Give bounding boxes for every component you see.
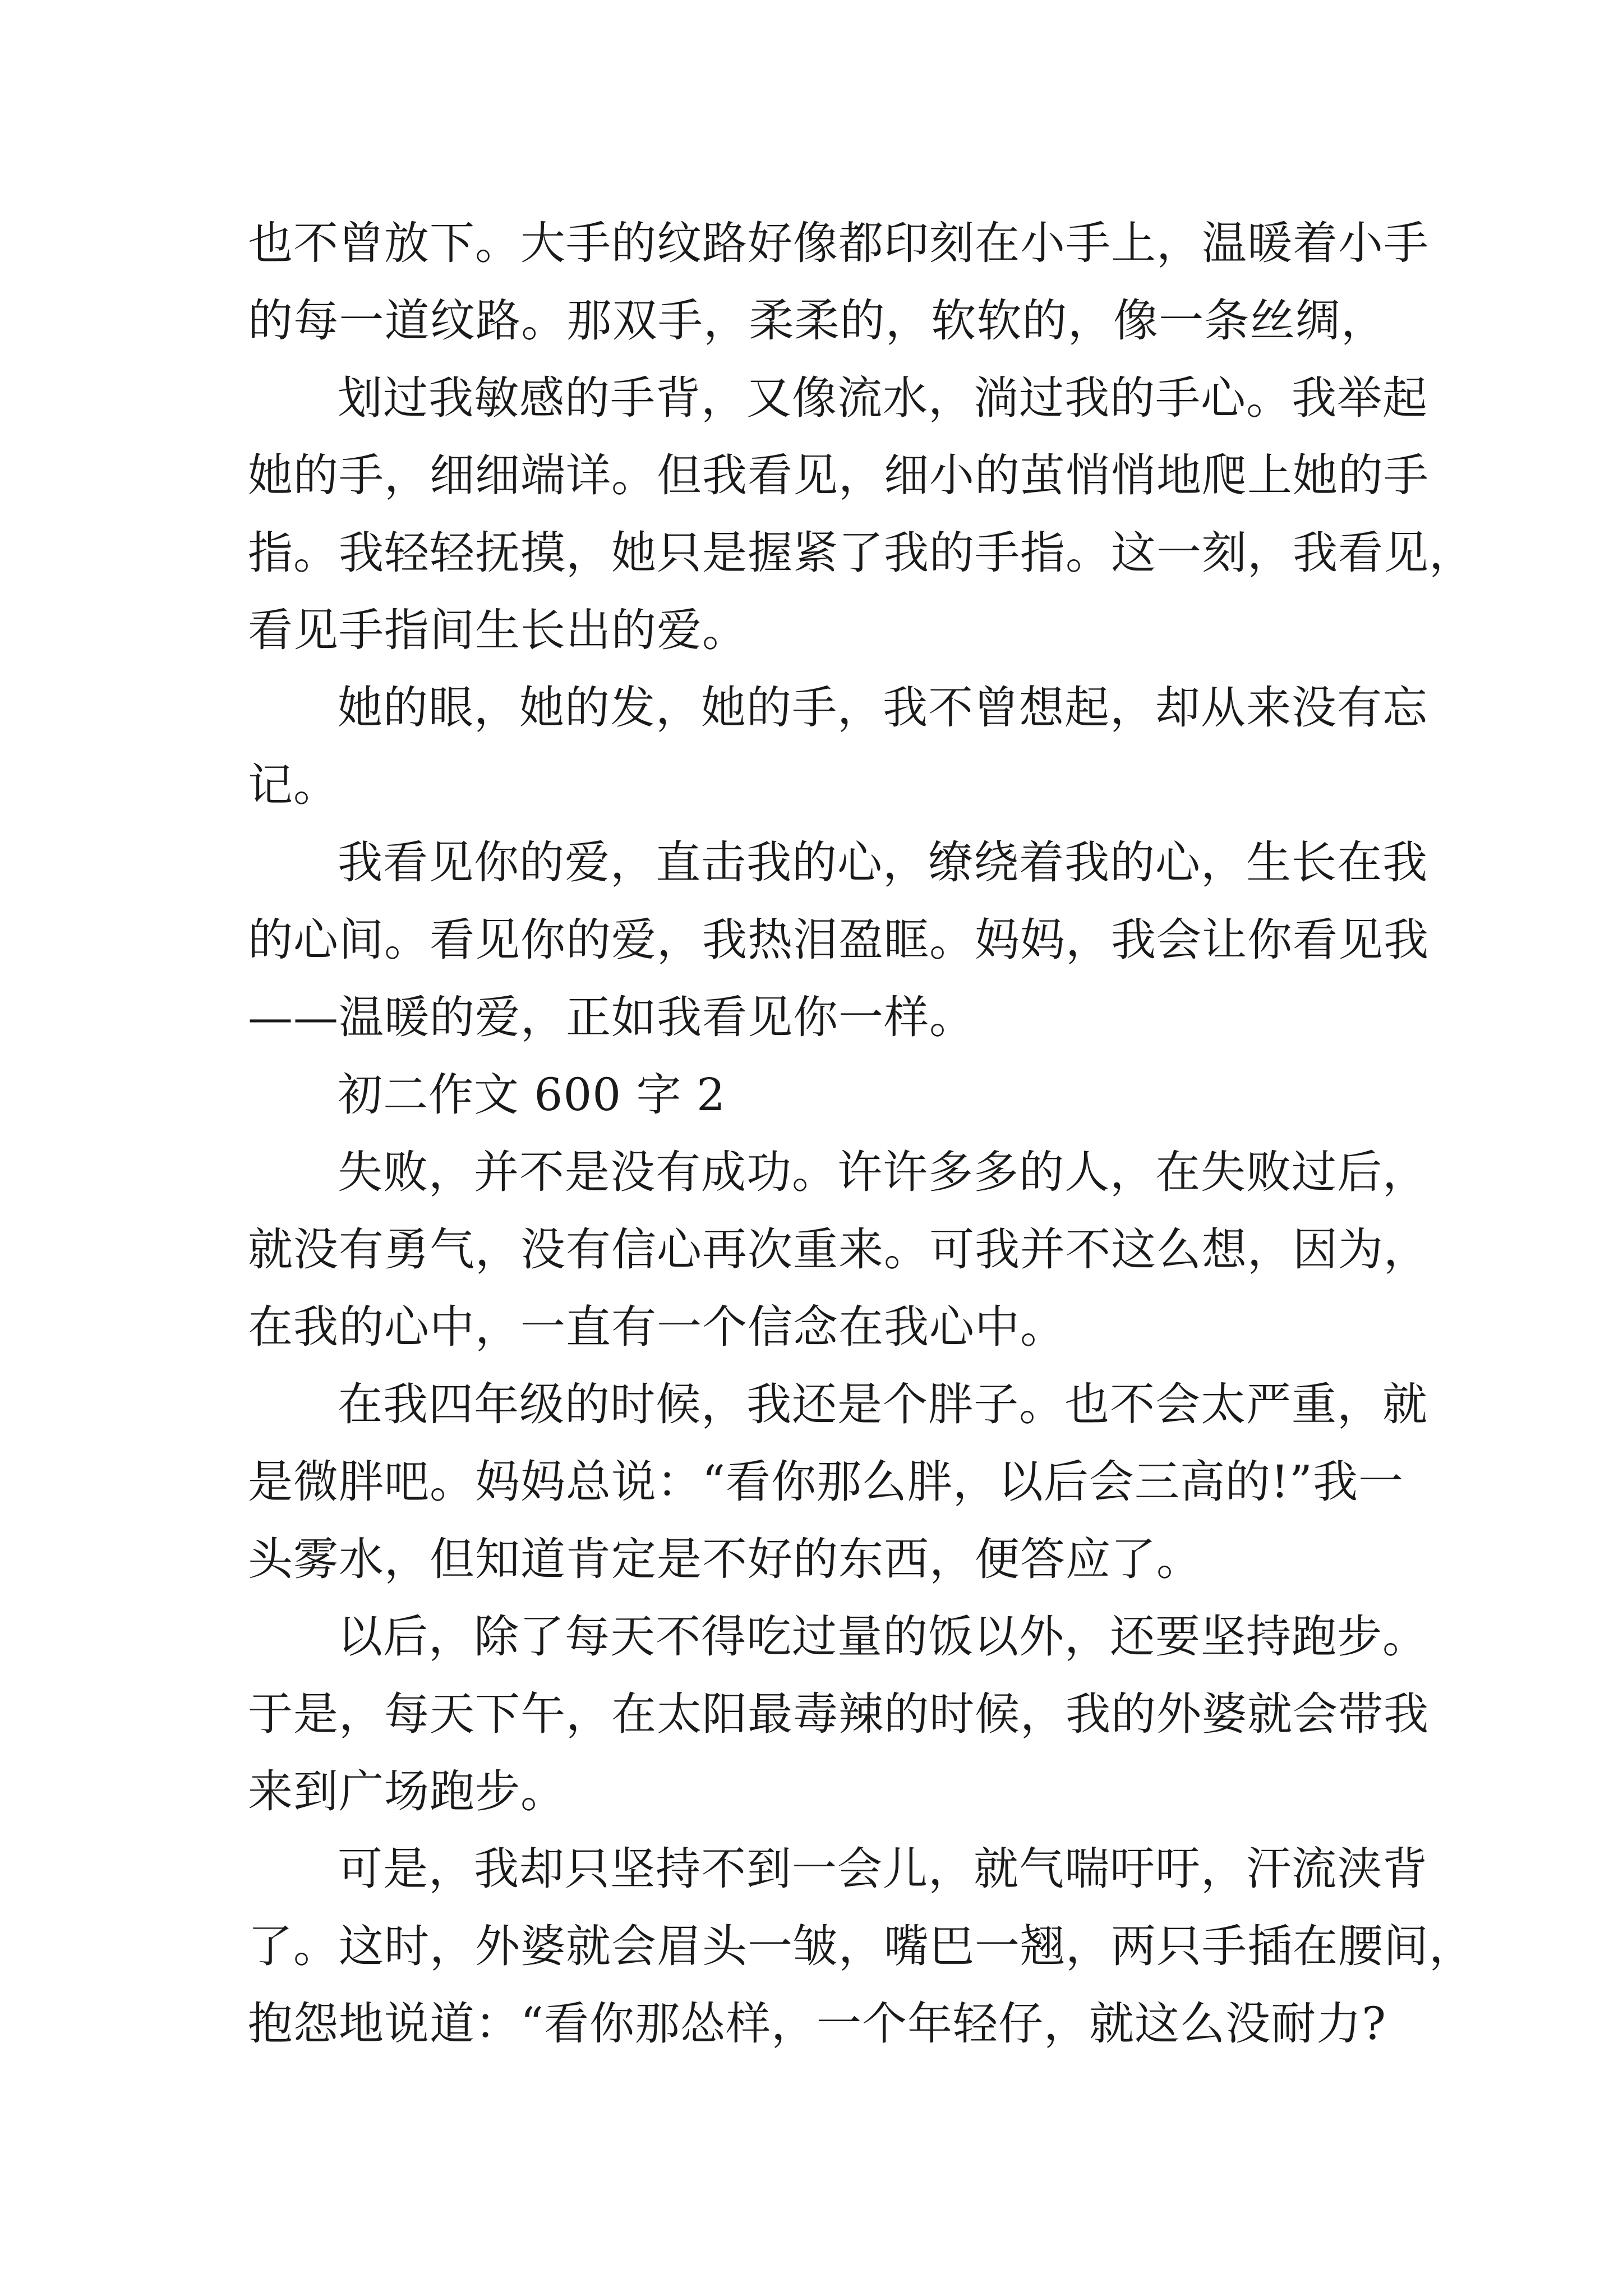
text-line: 来到广场跑步。 (248, 1765, 566, 1818)
text-line: 指。我轻轻抚摸，她只是握紧了我的手指。这一刻，我看见， (248, 527, 1474, 579)
text-line: 的心间。看见你的爱，我热泪盈眶。妈妈，我会让你看见我 (248, 914, 1429, 966)
text-line: 了。这时，外婆就会眉头一皱，嘴巴一翘，两只手插在腰间， (248, 1920, 1474, 1972)
text-line: 她的手，细细端详。但我看见，细小的茧悄悄地爬上她的手 (248, 449, 1429, 501)
text-line: 于是，每天下午，在太阳最毒辣的时候，我的外婆就会带我 (248, 1688, 1429, 1740)
text-line: 失败，并不是没有成功。许许多多的人，在失败过后， (338, 1146, 1428, 1198)
section-heading: 初二作文 600 字 2 (338, 1069, 726, 1121)
text-line: 就没有勇气，没有信心再次重来。可我并不这么想，因为， (248, 1223, 1429, 1276)
text-line: 也不曾放下。大手的纹路好像都印刻在小手上，温暖着小手 (248, 217, 1429, 269)
text-line: 划过我敏感的手背，又像流水，淌过我的手心。我举起 (338, 372, 1428, 424)
text-line: 头雾水，但知道肯定是不好的东西，便答应了。 (248, 1533, 1202, 1585)
text-line: 是微胖吧。妈妈总说：“看你那么胖，以后会三高的!”我一 (248, 1456, 1404, 1508)
text-line: 看见手指间生长出的爱。 (248, 604, 748, 656)
text-line: ——温暖的爱，正如我看见你一样。 (248, 991, 975, 1043)
text-line: 抱怨地说道：“看你那怂样，一个年轻仔，就这么没耐力? (248, 1998, 1386, 2050)
text-line: 可是，我却只坚持不到一会儿，就气喘吁吁，汗流浃背 (338, 1843, 1428, 1895)
text-line: 在我的心中，一直有一个信念在我心中。 (248, 1301, 1066, 1353)
text-line: 在我四年级的时候，我还是个胖子。也不会太严重，就 (338, 1378, 1428, 1430)
text-line: 她的眼，她的发，她的手，我不曾想起，却从来没有忘 (338, 682, 1428, 734)
text-line: 记。 (248, 759, 339, 811)
text-line: 以后，除了每天不得吃过量的饭以外，还要坚持跑步。 (338, 1611, 1428, 1663)
text-line: 我看见你的爱，直击我的心，缭绕着我的心，生长在我 (338, 836, 1428, 889)
text-line: 的每一道纹路。那双手，柔柔的，软软的，像一条丝绸， (248, 295, 1386, 347)
